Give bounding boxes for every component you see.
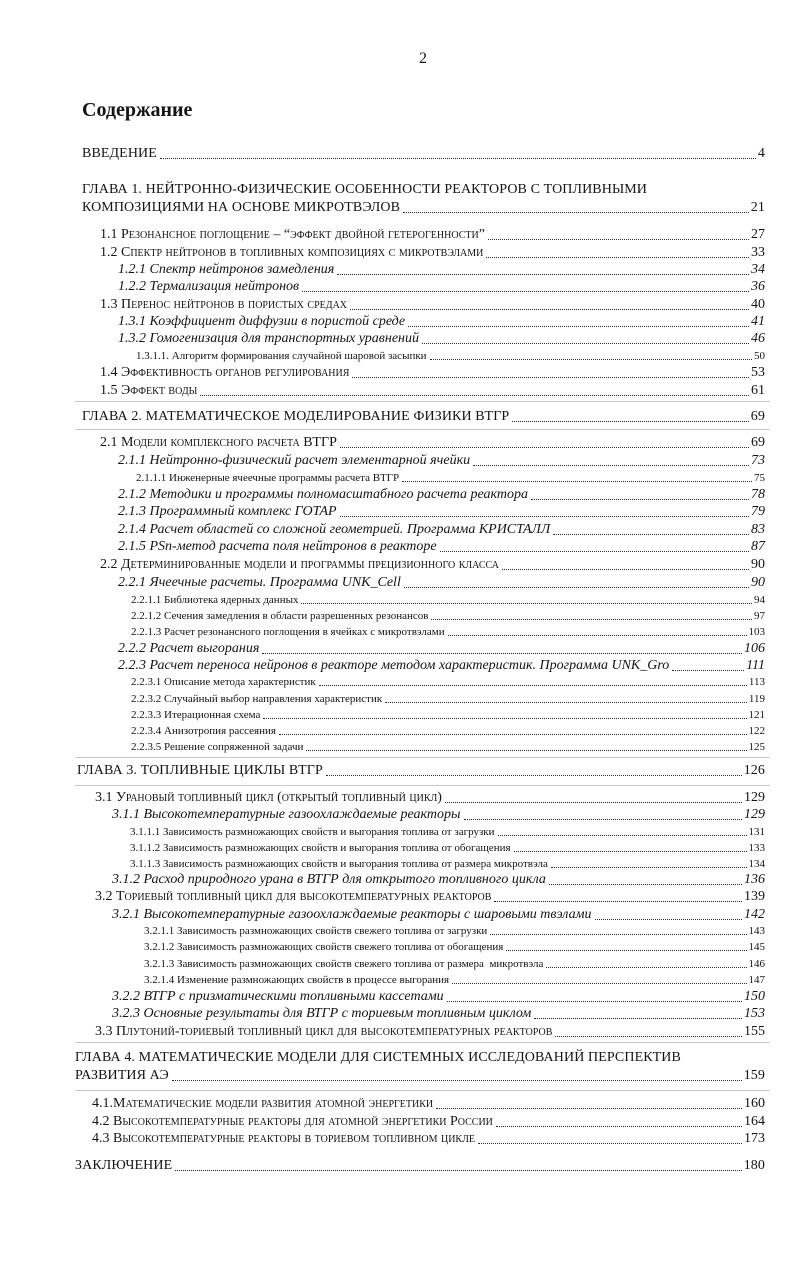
toc-entry-label: 3.1.1.1 Зависимость размножающих свойств и выгорания топлива от загрузки	[130, 826, 495, 838]
toc-entry-label: 4.1.Математические модели развития атомной энергетики	[92, 1096, 434, 1111]
dot-leader	[551, 867, 747, 868]
dot-leader	[402, 481, 752, 482]
toc-entry-label: 1.3 Перенос нейтронов в пористых средах	[100, 297, 348, 312]
dot-leader	[494, 901, 742, 902]
toc-entry[interactable]	[112, 988, 765, 1006]
toc-entry-label: 4.3 Высокотемпературные реакторы в ториевом топливном цикле	[92, 1131, 475, 1146]
toc-entry-page: 153	[744, 1006, 765, 1021]
toc-chapter-1-title-line[interactable]: ГЛАВА 1. НЕЙТРОННО-ФИЗИЧЕСКИЕ ОСОБЕННОСТИ РЕАКТОРОВ С ТОПЛИВНЫМИ	[82, 182, 648, 197]
toc-entry[interactable]	[100, 244, 765, 262]
toc-entry-page: 103	[748, 626, 765, 638]
dot-leader	[452, 983, 746, 984]
toc-entry[interactable]	[118, 452, 765, 470]
toc-entry-page: 90	[751, 557, 765, 572]
toc-entry-label: ГЛАВА 2. МАТЕМАТИЧЕСКОЕ МОДЕЛИРОВАНИЕ ФИЗИКИ ВТГР	[82, 409, 510, 424]
toc-entry-label: 3.2.1.3 Зависимость размножающих свойств свежего топлива от размера микротвэла	[144, 958, 544, 970]
toc-entry-label: 2.2.3 Расчет переноса нейронов в реакторе методом характеристик. Программа UNK_Gro	[118, 658, 670, 673]
toc-entry-chapter-1[interactable]	[82, 199, 765, 217]
dot-leader	[514, 851, 747, 852]
toc-entry[interactable]	[100, 296, 765, 314]
dot-leader	[319, 685, 747, 686]
toc-entry-label: ВВЕДЕНИЕ	[82, 146, 157, 161]
toc-entry-label: 1.2.2 Термализация нейтронов	[118, 279, 300, 294]
toc-entry-page: 142	[744, 907, 765, 922]
toc-entry-page: 83	[751, 522, 765, 537]
dot-leader	[340, 447, 749, 448]
toc-entry-page: 21	[750, 200, 765, 215]
dot-leader	[263, 718, 746, 719]
toc-entry[interactable]	[95, 888, 765, 906]
toc-entry-page: 111	[746, 658, 765, 673]
dot-leader	[490, 934, 746, 935]
toc-entry-label: 2.2.3.1 Описание метода характеристик	[131, 676, 316, 688]
toc-entry-page: 126	[743, 763, 765, 778]
toc-entry-label: 2.1.5 PSn-метод расчета поля нейтронов в реакторе	[118, 539, 437, 554]
toc-entry-label: 2.1.1.1 Инженерные ячеечные программы расчета ВТГР	[136, 472, 400, 484]
toc-entry-label: 1.4 Эффективность органов регулирования	[100, 365, 350, 380]
toc-entry-label: 1.3.2 Гомогенизация для транспортных уравнений	[118, 331, 419, 346]
dot-leader	[172, 1080, 742, 1081]
toc-entry-label: 3.1.1.3 Зависимость размножающих свойств и выгорания топлива от размера микротвэла	[130, 858, 548, 870]
toc-entry-label: 2.2.1 Ячеечные расчеты. Программа UNK_Cell	[118, 575, 401, 590]
toc-entry[interactable]	[131, 673, 765, 691]
dot-leader	[464, 819, 742, 820]
toc-entry[interactable]	[118, 313, 765, 331]
toc-entry-page: 97	[754, 610, 765, 622]
toc-entry-label: ГЛАВА 3. ТОПЛИВНЫЕ ЦИКЛЫ ВТГР	[77, 763, 323, 778]
dot-leader	[436, 1108, 742, 1109]
toc-entry[interactable]	[118, 574, 765, 592]
toc-entry-label: КОМПОЗИЦИЯМИ НА ОСНОВЕ МИКРОТВЭЛОВ	[82, 200, 401, 215]
divider-rule	[75, 401, 770, 402]
toc-entry-page: 160	[744, 1096, 765, 1111]
toc-entry[interactable]	[92, 1130, 765, 1148]
toc-entry[interactable]	[131, 623, 765, 641]
divider-rule	[75, 757, 770, 758]
toc-entry-label: 3.1.2 Расход природного урана в ВТГР для открытого топливного цикла	[112, 872, 546, 887]
toc-entry-page: 164	[744, 1114, 765, 1129]
toc-chapter-4-title-line[interactable]: ГЛАВА 4. МАТЕМАТИЧЕСКИЕ МОДЕЛИ ДЛЯ СИСТЕМНЫХ ИССЛЕДОВАНИЙ ПЕРСПЕКТИВ	[75, 1050, 681, 1065]
toc-entry-page: 4	[757, 146, 765, 161]
toc-entry-page: 119	[748, 693, 765, 705]
toc-entry-label: 3.2.3 Основные результаты для ВТГР с ториевым топливным циклом	[112, 1006, 532, 1021]
toc-entry-label: 3.2.1.4 Изменение размножающих свойств в процессе выгорания	[144, 974, 450, 986]
dot-leader	[447, 1001, 742, 1002]
toc-entry-page: 146	[748, 958, 765, 970]
dot-leader	[422, 343, 749, 344]
toc-entry-introduction[interactable]	[82, 145, 765, 163]
dot-leader	[445, 802, 742, 803]
toc-entry-label: 2.2.1.3 Расчет резонансного поглощения в ячейках с микротвэлами	[131, 626, 445, 638]
dot-leader	[340, 516, 749, 517]
dot-leader	[486, 257, 749, 258]
dot-leader	[350, 309, 749, 310]
dot-leader	[200, 395, 749, 396]
dot-leader	[448, 635, 747, 636]
toc-entry-label: 2.2.1.1 Библиотека ядерных данных	[131, 594, 299, 606]
toc-entry-page: 106	[744, 641, 765, 656]
toc-entry-page: 94	[754, 594, 765, 606]
divider-rule	[75, 785, 770, 786]
toc-entry-label: 1.5 Эффект воды	[100, 383, 198, 398]
dot-leader	[385, 702, 747, 703]
toc-entry-label: 2.2.3.5 Решение сопряженной задачи	[131, 741, 304, 753]
toc-entry-chapter-3[interactable]	[77, 762, 765, 780]
toc-entry[interactable]	[92, 1095, 765, 1113]
toc-entry[interactable]	[112, 1005, 765, 1023]
toc-entry-page: 27	[751, 227, 765, 242]
toc-entry-label: 1.3.1.1. Алгоритм формирования случайной шаровой засыпки	[136, 350, 427, 362]
dot-leader	[301, 603, 752, 604]
toc-entry-label: 2.1.4 Расчет областей со сложной геометрией. Программа КРИСТАЛЛ	[118, 522, 551, 537]
toc-entry-label: 3.1.1 Высокотемпературные газоохлаждаемые реакторы	[112, 807, 461, 822]
toc-entry-label: 1.1 Резонансное поглощение – “эффект двойной гетерогенности”	[100, 227, 485, 242]
dot-leader	[553, 534, 749, 535]
toc-entry[interactable]	[112, 871, 765, 889]
dot-leader	[534, 1018, 742, 1019]
toc-entry[interactable]	[118, 503, 765, 521]
toc-entry-page: 53	[751, 365, 765, 380]
divider-rule	[75, 1090, 770, 1091]
toc-entry-page: 78	[751, 487, 765, 502]
toc-entry-label: 3.2.1.1 Зависимость размножающих свойств свежего топлива от загрузки	[144, 925, 488, 937]
toc-entry-page: 125	[748, 741, 765, 753]
toc-entry-page: 79	[751, 504, 765, 519]
toc-entry[interactable]	[131, 738, 765, 756]
toc-entry-label: 1.3.1 Коэффициент диффузии в пористой среде	[118, 314, 406, 329]
page-number: 2	[419, 50, 427, 67]
toc-entry-page: 139	[744, 889, 765, 904]
toc-entry[interactable]	[136, 347, 765, 365]
dot-leader	[403, 212, 749, 213]
toc-entry-label: 2.2.3.3 Итерационная схема	[131, 709, 261, 721]
toc-entry[interactable]	[100, 226, 765, 244]
toc-entry-label: 2.2.3.2 Случайный выбор направления характеристик	[131, 693, 383, 705]
dot-leader	[408, 326, 749, 327]
toc-entry-label: 2.2 Детерминированные модели и программы прецизионного класса	[100, 557, 499, 572]
dot-leader	[326, 775, 742, 776]
toc-entry-page: 40	[751, 297, 765, 312]
dot-leader	[502, 569, 749, 570]
toc-entry-page: 69	[750, 409, 765, 424]
toc-entry-page: 61	[751, 383, 765, 398]
toc-entry-page: 155	[744, 1024, 765, 1039]
toc-entry-page: 113	[748, 676, 765, 688]
toc-entry-label: РАЗВИТИЯ АЭ	[75, 1068, 169, 1083]
toc-entry-page: 50	[754, 350, 765, 362]
dot-leader	[546, 967, 746, 968]
toc-entry-page: 73	[751, 453, 765, 468]
toc-entry-label: 2.2.2 Расчет выгорания	[118, 641, 260, 656]
toc-entry[interactable]	[100, 556, 765, 574]
toc-entry-page: 33	[751, 245, 765, 260]
dot-leader	[302, 291, 749, 292]
toc-entry-conclusion[interactable]	[75, 1157, 765, 1175]
toc-entry[interactable]	[100, 434, 765, 452]
dot-leader	[498, 835, 747, 836]
toc-entry-page: 36	[751, 279, 765, 294]
toc-entry[interactable]	[112, 806, 765, 824]
toc-entry-page: 69	[751, 435, 765, 450]
dot-leader	[160, 158, 756, 159]
toc-entry[interactable]	[118, 261, 765, 279]
toc-entry[interactable]	[144, 938, 765, 956]
toc-entry[interactable]	[92, 1113, 765, 1131]
toc-entry-page: 46	[751, 331, 765, 346]
toc-entry-label: ЗАКЛЮЧЕНИЕ	[75, 1158, 173, 1173]
toc-entry-page: 173	[744, 1131, 765, 1146]
toc-entry[interactable]	[118, 486, 765, 504]
toc-entry[interactable]	[118, 538, 765, 556]
dot-leader	[431, 619, 752, 620]
toc-entry-label: 2.2.3.4 Анизотропия рассеяния	[131, 725, 276, 737]
dot-leader	[488, 239, 749, 240]
toc-entry-page: 41	[751, 314, 765, 329]
toc-entry-label: 2.1 Модели комплексного расчета ВТГР	[100, 435, 337, 450]
toc-entry[interactable]	[118, 330, 765, 348]
toc-entry[interactable]	[95, 1023, 765, 1041]
toc-entry-page: 136	[744, 872, 765, 887]
dot-leader	[531, 499, 749, 500]
toc-entry-label: 3.2.1.2 Зависимость размножающих свойств свежего топлива от обогащения	[144, 941, 504, 953]
toc-entry-page: 121	[748, 709, 765, 721]
toc-entry[interactable]	[144, 971, 765, 989]
toc-entry-page: 131	[748, 826, 765, 838]
toc-entry-label: 3.2 Ториевый топливный цикл для высокотемпературных реакторов	[95, 889, 492, 904]
toc-entry-label: 3.1.1.2 Зависимость размножающих свойств и выгорания топлива от обогащения	[130, 842, 511, 854]
dot-leader	[672, 670, 744, 671]
toc-entry-label: 2.1.1 Нейтронно-физический расчет элементарной ячейки	[118, 453, 471, 468]
toc-entry-page: 34	[751, 262, 765, 277]
toc-entry-page: 129	[744, 807, 765, 822]
dot-leader	[473, 465, 749, 466]
toc-entry-label: 3.2.2 ВТГР с призматическими топливными кассетами	[112, 989, 444, 1004]
toc-entry-page: 122	[748, 725, 765, 737]
toc-entry-label: 4.2 Высокотемпературные реакторы для атомной энергетики России	[92, 1114, 493, 1129]
dot-leader	[440, 551, 749, 552]
toc-entry-page: 129	[744, 790, 765, 805]
toc-entry[interactable]	[118, 521, 765, 539]
toc-entry[interactable]	[118, 640, 765, 658]
toc-title: Содержание	[82, 99, 193, 121]
toc-entry-page: 90	[751, 575, 765, 590]
dot-leader	[306, 750, 746, 751]
dot-leader	[496, 1126, 742, 1127]
toc-entry-page: 147	[748, 974, 765, 986]
dot-leader	[175, 1170, 741, 1171]
dot-leader	[512, 421, 749, 422]
dot-leader	[549, 884, 742, 885]
toc-entry-page: 134	[748, 858, 765, 870]
toc-entry-page: 75	[754, 472, 765, 484]
divider-rule	[75, 429, 770, 430]
dot-leader	[352, 377, 749, 378]
dot-leader	[279, 734, 747, 735]
toc-entry[interactable]	[100, 382, 765, 400]
toc-entry-label: 2.1.2 Методики и программы полномасштабного расчета реактора	[118, 487, 528, 502]
toc-entry-label: 1.2.1 Спектр нейтронов замедления	[118, 262, 335, 277]
dot-leader	[506, 950, 746, 951]
toc-entry-page: 180	[743, 1158, 765, 1173]
toc-entry-label: 2.2.1.2 Сечения замедления в области разрешенных резонансов	[131, 610, 429, 622]
dot-leader	[595, 919, 743, 920]
toc-entry-page: 87	[751, 539, 765, 554]
toc-entry-chapter-4[interactable]	[75, 1067, 765, 1085]
dot-leader	[478, 1143, 742, 1144]
toc-entry-label: 3.1 Урановый топливный цикл (открытый топливный цикл)	[95, 790, 442, 805]
toc-entry[interactable]	[136, 469, 765, 487]
dot-leader	[262, 653, 742, 654]
toc-entry-label: 3.2.1 Высокотемпературные газоохлаждаемые реакторы с шаровыми твэлами	[112, 907, 592, 922]
toc-entry-chapter-2[interactable]	[82, 408, 765, 426]
dot-leader	[404, 587, 749, 588]
toc-entry-label: 1.2 Спектр нейтронов в топливных композициях с микротвэлами	[100, 245, 484, 260]
toc-entry-page: 143	[748, 925, 765, 937]
toc-entry-page: 133	[748, 842, 765, 854]
toc-entry-page: 150	[744, 989, 765, 1004]
toc-entry-page: 145	[748, 941, 765, 953]
dot-leader	[337, 274, 749, 275]
toc-entry-label: 2.1.3 Программный комплекс ГОТАР	[118, 504, 337, 519]
dot-leader	[430, 359, 752, 360]
toc-entry-label: 3.3 Плутоний-ториевый топливный цикл для высокотемпературных реакторов	[95, 1024, 553, 1039]
dot-leader	[555, 1036, 742, 1037]
divider-rule	[75, 1042, 770, 1043]
toc-entry-page: 159	[743, 1068, 765, 1083]
toc-entry[interactable]	[100, 364, 765, 382]
toc-entry[interactable]	[118, 278, 765, 296]
toc-entry[interactable]	[95, 789, 765, 807]
